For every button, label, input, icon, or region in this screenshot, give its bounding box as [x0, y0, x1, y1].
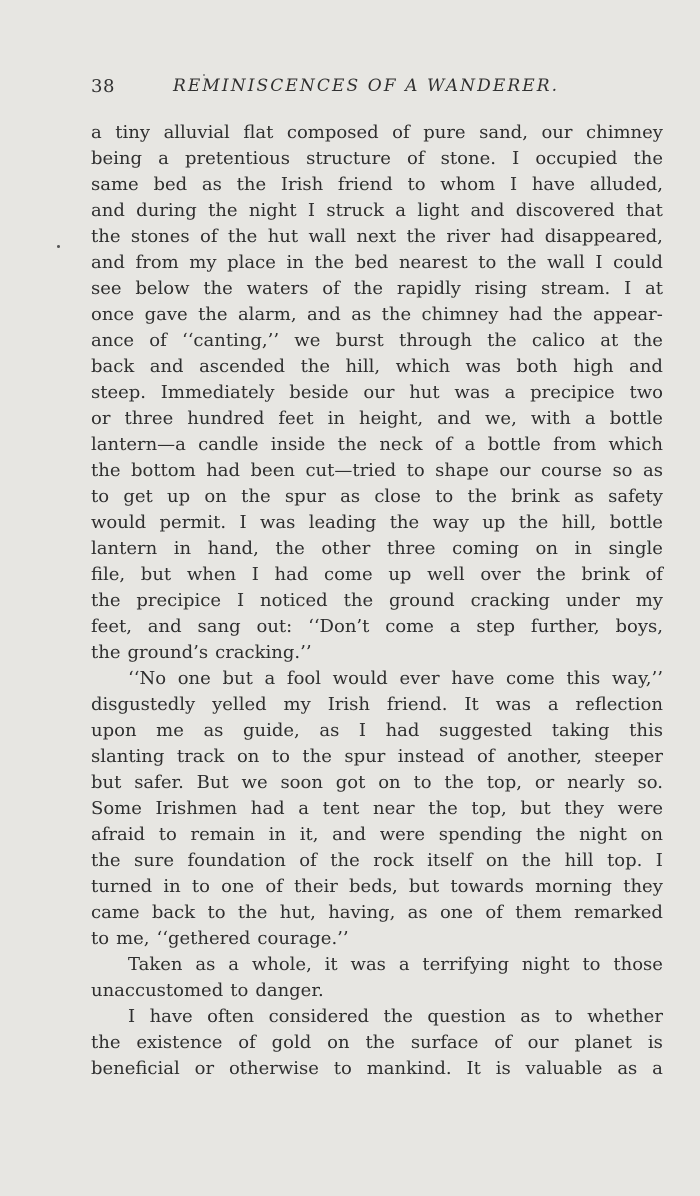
text-line: file, but when I had come up well over the brink of [91, 564, 663, 585]
text-line: a tiny alluvial flat composed of pure sand, our chimney [91, 122, 663, 143]
text-line: but safer. But we soon got on to the top, or nearly so. [91, 772, 663, 793]
text-line: steep. Immediately beside our hut was a precipice two [91, 382, 663, 403]
text-line: and from my place in the bed nearest to the wall I could [91, 252, 663, 273]
margin-speck [57, 245, 60, 248]
text-line: turned in to one of their beds, but towards morning they [91, 876, 663, 897]
running-title: REMINISCENCES OF A WANDERER. [173, 76, 560, 96]
text-line: ance of ‘‘canting,’’ we burst through the calico at the [91, 330, 663, 351]
text-line: the bottom had been cut—tried to shape our course so as [91, 460, 663, 481]
text-line: the precipice I noticed the ground cracking under my [91, 590, 663, 611]
text-line: lantern—a candle inside the neck of a bottle from which [91, 434, 663, 455]
text-line: Taken as a whole, it was a terrifying night to those [128, 954, 663, 975]
text-line: the sure foundation of the rock itself on the hill top. I [91, 850, 663, 871]
text-line: afraid to remain in it, and were spending the night on [91, 824, 663, 845]
text-line: to me, ‘‘gethered courage.’’ [91, 928, 349, 949]
body-text [91, 120, 663, 1082]
page-header [91, 76, 611, 104]
text-line: the existence of gold on the surface of our planet is [91, 1032, 663, 1053]
text-line: ‘‘No one but a fool would ever have come this way,’’ [128, 668, 663, 689]
text-line: lantern in hand, the other three coming on in single [91, 538, 663, 559]
text-line: beneficial or otherwise to mankind. It is valuable as a [91, 1058, 663, 1079]
text-line: unaccustomed to danger. [91, 980, 324, 1001]
text-line: same bed as the Irish friend to whom I have alluded, [91, 174, 663, 195]
text-line: being a pretentious structure of stone. I occupied the [91, 148, 663, 169]
text-line: or three hundred feet in height, and we, with a bottle [91, 408, 663, 429]
text-line: upon me as guide, as I had suggested taking this [91, 720, 663, 741]
text-line: would permit. I was leading the way up the hill, bottle [91, 512, 663, 533]
text-line: came back to the hut, having, as one of them remarked [91, 902, 663, 923]
text-line: see below the waters of the rapidly rising stream. I at [91, 278, 663, 299]
text-line: to get up on the spur as close to the brink as safety [91, 486, 663, 507]
text-line: Some Irishmen had a tent near the top, but they were [91, 798, 663, 819]
text-line: the ground’s cracking.’’ [91, 642, 312, 663]
text-line: once gave the alarm, and as the chimney had the appear- [91, 304, 663, 325]
text-line: slanting track on to the spur instead of another, steeper [91, 746, 663, 767]
text-line: feet, and sang out: ‘‘Don’t come a step further, boys, [91, 616, 663, 637]
text-line: the stones of the hut wall next the river had disappeared, [91, 226, 663, 247]
text-line: and during the night I struck a light and discovered that [91, 200, 663, 221]
text-line: back and ascended the hill, which was both high and [91, 356, 663, 377]
text-line: I have often considered the question as to whether [128, 1006, 663, 1027]
page-number: 38 [91, 76, 115, 97]
text-line: disgustedly yelled my Irish friend. It was a reflection [91, 694, 663, 715]
